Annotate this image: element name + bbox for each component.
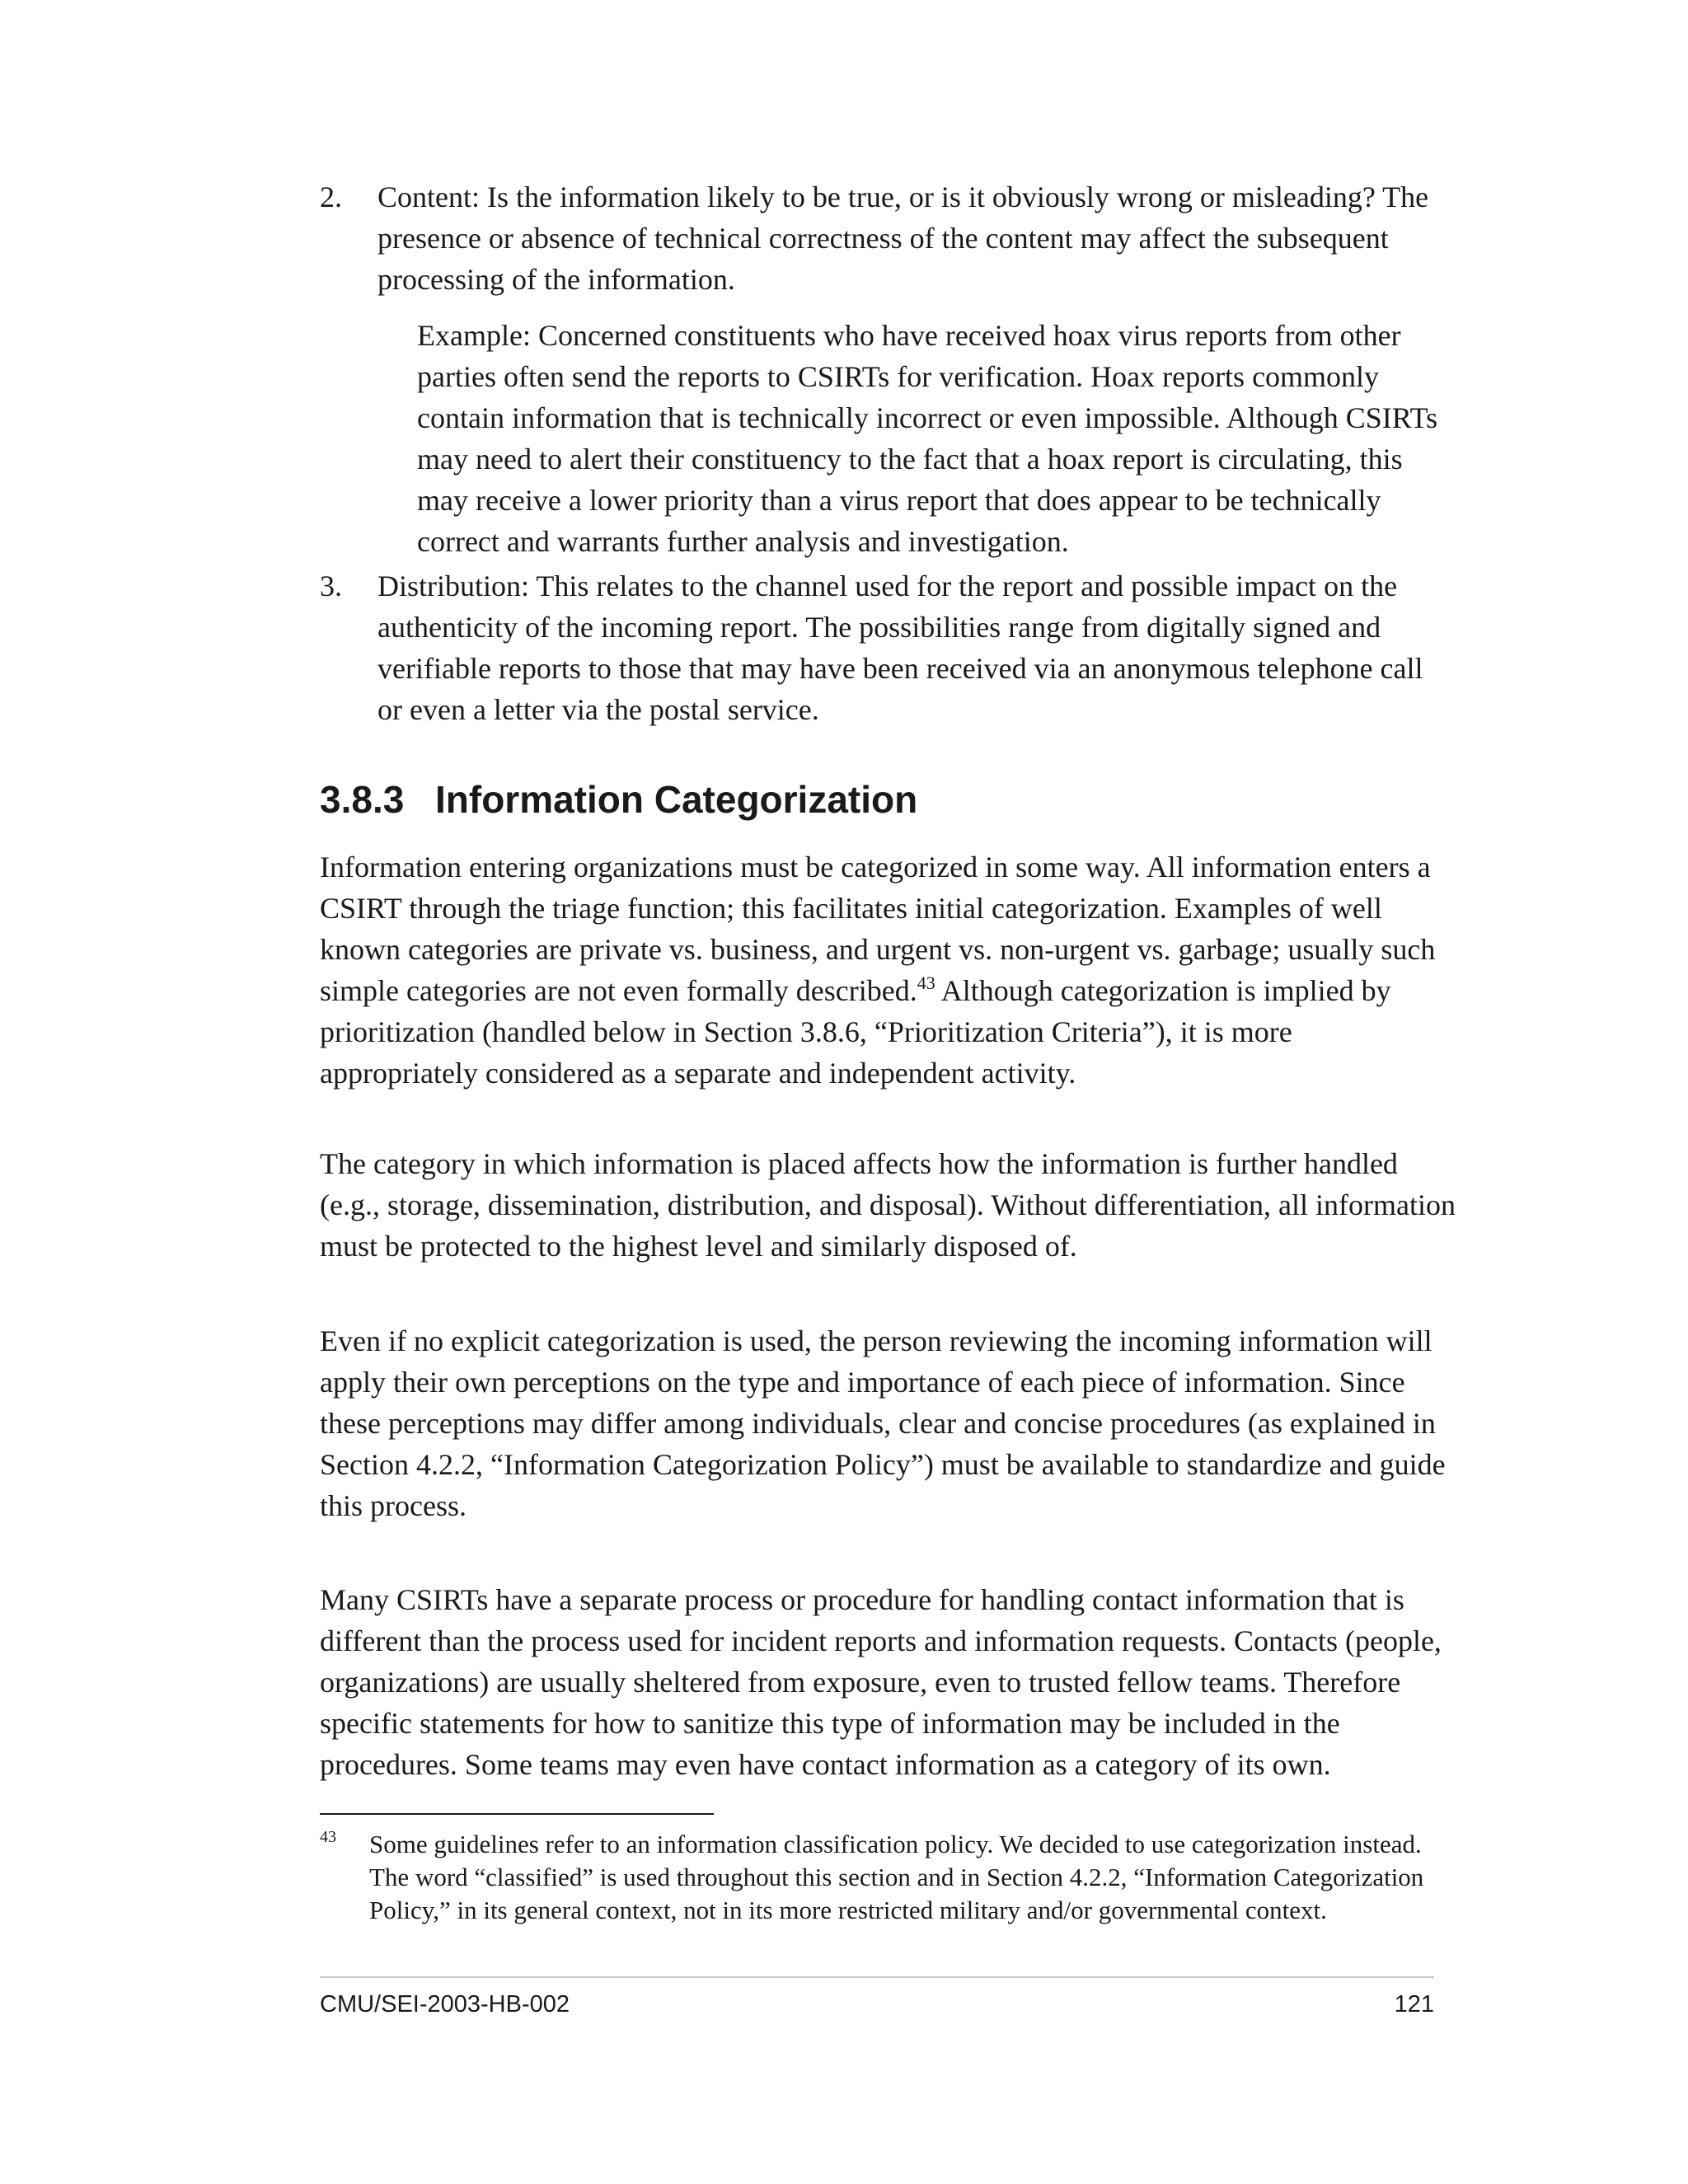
list-number: 3. [320, 569, 342, 602]
paragraph-2: The category in which information is placed affects how the information is further handled (e.g., storage, dissemination, distribution, and disposal). Without differentiation, all information must be protected to the highest level and similarly disposed of. [320, 1147, 1456, 1263]
footnote-number: 43 [320, 1828, 336, 1846]
page-number: 121 [1394, 1991, 1434, 2018]
section-title: Information Categorization [435, 778, 918, 821]
footnote-divider [320, 1813, 714, 1815]
list-number: 2. [320, 180, 342, 213]
section-number: 3.8.3 [320, 778, 405, 821]
section-heading [320, 775, 917, 824]
list-text: Content: Is the information likely to be true, or is it obviously wrong or misleading? The presence or absence of technical correctness of the content may affect the subsequent processing of the information. [377, 180, 1429, 296]
list-item-3 [320, 565, 1449, 730]
paragraph-text: Information entering organizations must be categorized in some way. All information enters a CSIRT through the triage function; this facilitates initial categorization. Examples of well known categories are private vs. business, and urgent vs. non-urgent vs. garbage; usually such simple categories are not even formally described. [320, 851, 1436, 1007]
list-text: Distribution: This relates to the channel used for the report and possible impact on the authenticity of the incoming report. The possibilities range from digitally signed and verifiable reports to those that may have been received via an anonymous telephone call or even a letter via the postal service. [377, 569, 1423, 726]
paragraph-text: Although categorization is implied by prioritization (handled below in Section 3.8.6, “Prioritization Criteria”), it is more appropriately considered as a separate and independent activity. [320, 974, 1391, 1090]
footnote-text: Some guidelines refer to an information classification policy. We decided to use categorization instead. The word “classified” is used throughout this section and in Section 4.2.2, “Information Categorization Policy,” in its general context, not in its more restricted military and/or governmental context. [369, 1830, 1424, 1924]
paragraph-3: Even if no explicit categorization is used, the person reviewing the incoming information will apply their own perceptions on the type and importance of each piece of information. Since these perceptions may differ among individuals, clear and concise procedures (as explained in Section 4.2.2, “Information Categorization Policy”) must be available to standardize and guide this process. [320, 1324, 1446, 1522]
paragraph-4: Many CSIRTs have a separate process or procedure for handling contact information that is different than the process used for incident reports and information requests. Contacts (people, organizations) are usually sheltered from exposure, even to trusted fellow teams. Therefore specific statements for how to sanitize this type of information may be included in the procedures. Some teams may even have contact information as a category of its own. [320, 1583, 1442, 1781]
paragraph-1 [320, 846, 1457, 1094]
footnote-reference[interactable]: 43 [917, 972, 935, 993]
example-block: Example: Concerned constituents who have received hoax virus reports from other parties often send the reports to CSIRTs for verification. Hoax reports commonly contain information that is technically incorrect or even impossible. Although CSIRTs may need to alert their constituency to the fact that a hoax report is circulating, this may receive a lower priority than a virus report that does appear to be technically correct and warrants further analysis and investigation. [417, 319, 1438, 558]
document-id: CMU/SEI-2003-HB-002 [320, 1991, 570, 2018]
footer-divider [320, 1976, 1434, 1978]
list-item-2 [320, 176, 1449, 300]
